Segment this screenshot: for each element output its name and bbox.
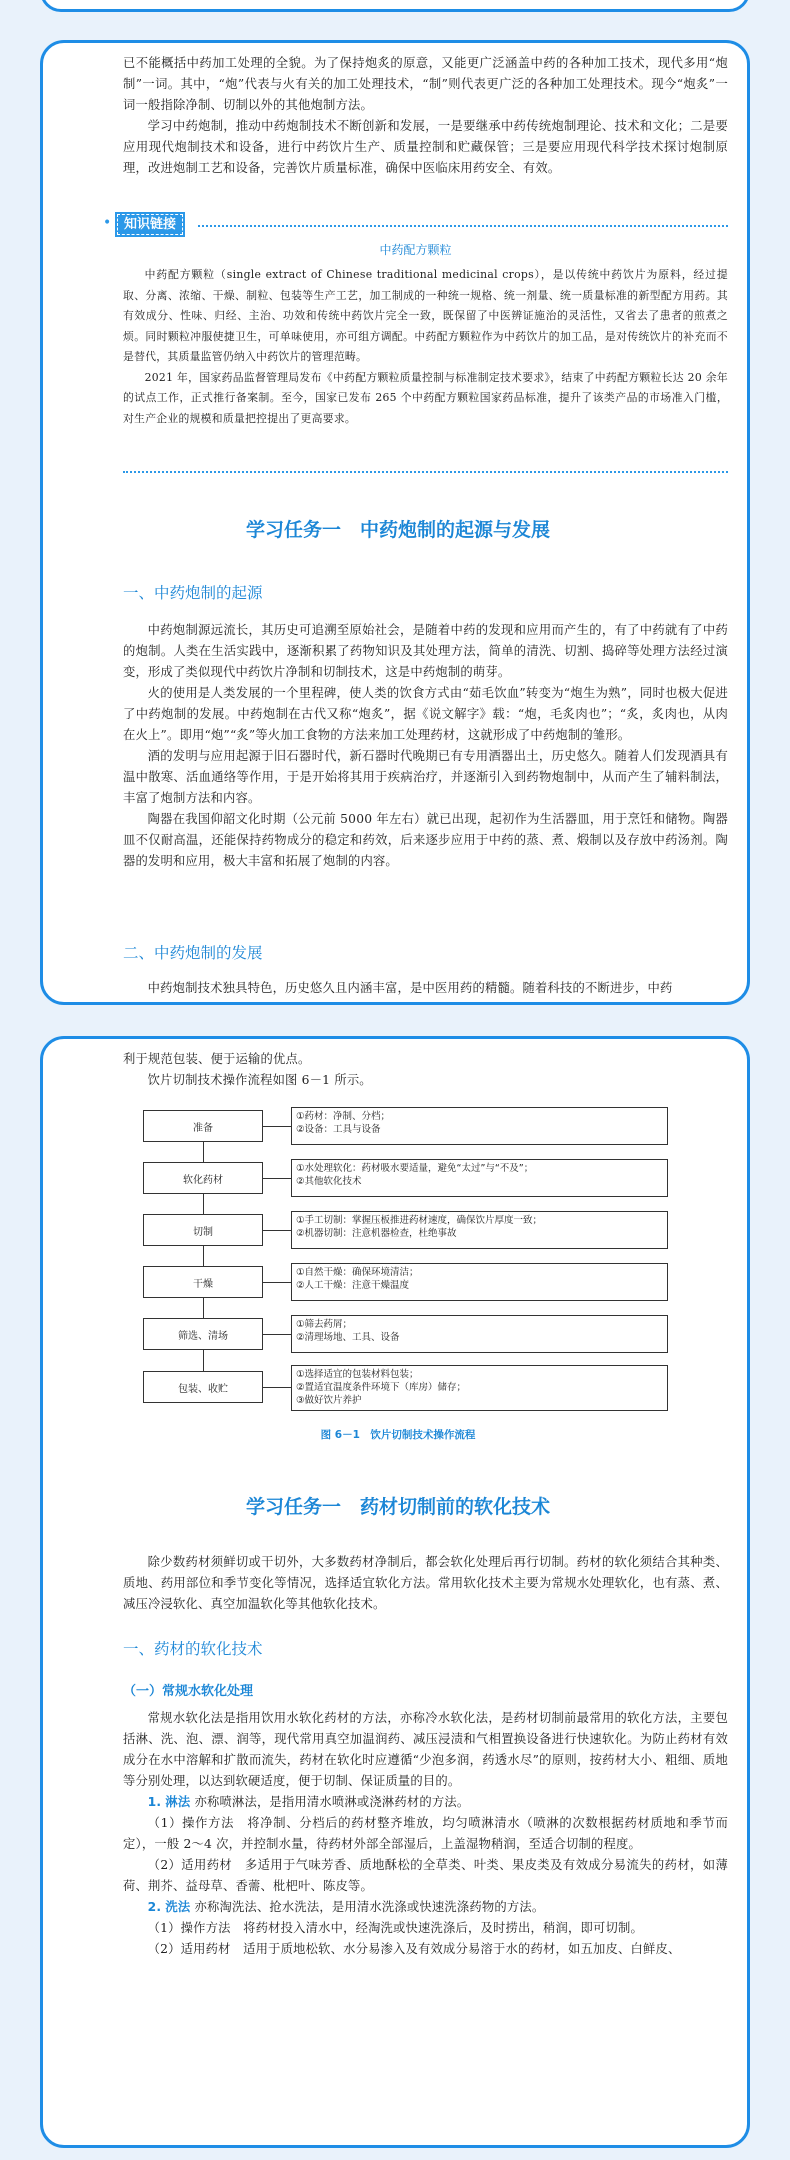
- intro-paragraph-1: 已不能概括中药加工处理的全貌。为了保持炮炙的原意，又能更广泛涵盖中药的各种加工技术，现代多用“炮制”一词。其中，“炮”代表与火有关的加工处理技术，“制”则代表更广泛的各种加工处理技术。现今“炮炙”一词一般指除净制、切制以外的其他炮制方法。: [123, 56, 728, 112]
- intro-block: [123, 53, 728, 179]
- paragraph: 酒的发明与应用起源于旧石器时代，新石器时代晚期已有专用酒器出土，历史悠久。随着人们发现酒具有温中散寒、活血通络等作用，于是开始将其用于疾病治疗，并逐渐引入到药物炮制中，从而产生了辅料制法，丰富了炮制方法和内容。: [123, 749, 728, 805]
- desc-line: ①自然干燥：确保环境清洁；: [296, 1267, 419, 1278]
- flow-step: 切制: [143, 1214, 263, 1246]
- figure-caption: 图 6－1 饮片切制技术操作流程: [320, 1429, 476, 1441]
- divider: [123, 471, 728, 473]
- desc-line: ②设备：工具与设备: [296, 1124, 381, 1135]
- paragraph: （1）操作方法 将药材投入清水中，经淘洗或快速洗涤后，及时捞出，稍润，即可切制。: [147, 1921, 643, 1935]
- paragraph: （2）适用药材 适用于质地松软、水分易渗入及有效成分易溶于水的药材，如五加皮、白鲜皮、: [147, 1942, 681, 1956]
- paragraph: （2）适用药材 多适用于气味芳香、质地酥松的全草类、叶类、果皮类及有效成分易流失的药材，如薄荷、荆芥、益母草、香薷、枇杷叶、陈皮等。: [123, 1858, 728, 1893]
- flow-connector: [263, 1230, 291, 1231]
- flow-connector: [263, 1126, 291, 1127]
- flow-step-desc: [291, 1211, 668, 1249]
- desc-line: ①药材：净制、分档；: [296, 1111, 391, 1122]
- method-number: 2.: [147, 1900, 162, 1914]
- method-name: 淋法: [165, 1795, 191, 1809]
- page-card-2: [40, 1036, 750, 2148]
- flowchart: [143, 1107, 668, 1417]
- flow-step-desc: [291, 1315, 668, 1353]
- flow-step-desc: [291, 1159, 668, 1197]
- section-title: 一、药材的软化技术: [123, 1640, 263, 1658]
- desc-line: ②清理场地、工具、设备: [296, 1332, 400, 1343]
- flow-step: 包装、收贮: [143, 1371, 263, 1403]
- knowledge-link-body: [123, 265, 728, 429]
- flow-step-desc: [291, 1107, 668, 1145]
- flow-step-desc: [291, 1365, 668, 1411]
- section2-body: [123, 978, 728, 999]
- bullet-icon: •: [103, 215, 112, 231]
- flow-connector: [263, 1334, 291, 1335]
- flow-step: 筛选、清场: [143, 1318, 263, 1350]
- flow-step-desc: [291, 1263, 668, 1301]
- desc-line: ②人工干燥：注意干燥温度: [296, 1280, 410, 1291]
- desc-line: ②其他软化技术: [296, 1176, 362, 1187]
- desc-line: ①手工切制：掌握压板推进药材速度，确保饮片厚度一致；: [296, 1215, 543, 1226]
- task-title: 学习任务一 中药炮制的起源与发展: [245, 519, 550, 541]
- desc-line: ①水处理软化：药材吸水要适量，避免“太过”与“不及”；: [296, 1163, 534, 1174]
- desc-line: ③做好饮片养护: [296, 1395, 362, 1406]
- paragraph: （1）操作方法 将净制、分档后的药材整齐堆放，均匀喷淋清水（喷淋的次数根据药材质地和季节而定），一般 2～4 次，并控制水量，待药材外部全部湿后，上盖湿物稍润，至适合切制的程度。: [123, 1816, 728, 1851]
- method-body: [123, 1708, 728, 1960]
- method-number: 1.: [147, 1795, 162, 1809]
- desc-line: ①筛去药屑；: [296, 1319, 353, 1330]
- section-title: 一、中药炮制的起源: [123, 584, 263, 602]
- flow-connector: [263, 1282, 291, 1283]
- knowledge-link-header: [103, 213, 728, 232]
- knowledge-link-badge: [117, 213, 183, 232]
- flow-step: 干燥: [143, 1266, 263, 1298]
- flow-connector: [263, 1387, 291, 1388]
- paragraph: 常规水软化法是指用饮用水软化药材的方法，亦称冷水软化法，是药材切制前最常用的软化方法，主要包括淋、洗、泡、漂、润等，现代常用真空加温润药、减压浸渍和气相置换设备进行快速软化。为防止药材有效成分在水中溶解和扩散而流失，药材在软化时应遵循“少泡多润，药透水尽”的原则，按药材大小、粗细、质地等分别处理，以达到软硬适度，便于切制、保证质量的目的。: [123, 1711, 728, 1788]
- paragraph: 陶器在我国仰韶文化时期（公元前 5000 年左右）就已出现，起初作为生活器皿，用于烹饪和储物。陶器皿不仅耐高温，还能保持药物成分的稳定和药效，后来逐步应用于中药的蒸、煮、煅制以及存放中药汤剂。陶器的发明和应用，极大丰富和拓展了炮制的内容。: [123, 812, 728, 868]
- desc-line: ②置适宜温度条件环境下（库房）储存；: [296, 1382, 467, 1393]
- method-洗法: [123, 1897, 728, 1918]
- subsection-title: （一）常规水软化处理: [123, 1684, 254, 1699]
- desc-line: ①选择适宜的包装材料包装；: [296, 1369, 419, 1380]
- knowledge-paragraph-1: 中药配方颗粒（single extract of Chinese traditional medicinal crops），是以传统中药饮片为原料，经过提取、分离、浓缩、干燥、制粒、包装等生产工艺，加工制成的一种统一规格、统一剂量、统一质量标准的新型配方用药。其有效成分、性味、归经、主治、功效和传统中药饮片完全一致，既保留了中医辨证施治的灵活性，又省去了患者的煎煮之烦。同时颗粒冲服使捷卫生，可单味使用，亦可组方调配。中药配方颗粒作为中药饮片的加工品，是对传统饮片的补充而不是替代，其质量监管仍纳入中药饮片的管理范畴。: [123, 268, 728, 363]
- desc-line: ②机器切制：注意机器检查，杜绝事故: [296, 1228, 457, 1239]
- previous-page-card: [40, 0, 750, 12]
- knowledge-paragraph-2: 2021 年，国家药品监督管理局发布《中药配方颗粒质量控制与标准制定技术要求》，结束了中药配方颗粒长达 20 余年的试点工作，正式推行备案制。至今，国家已发布 265 个中药配方颗粒国家药品标准，提升了该类产品的市场准入门槛，对生产企业的规模和质量把控提出了更高要求。: [123, 370, 728, 425]
- method-name: 洗法: [165, 1900, 191, 1914]
- method-text: 亦称喷淋法，是指用清水喷淋或浇淋药材的方法。: [194, 1795, 470, 1809]
- intro-paragraph-2: 学习中药炮制，推动中药炮制技术不断创新和发展，一是要继承中药传统炮制理论、技术和文化；二是要应用现代炮制技术和设备，进行中药饮片生产、质量控制和贮藏保管；三是要应用现代科学技术探讨炮制原理，改进炮制工艺和设备，完善饮片质量标准，确保中医临床用药安全、有效。: [123, 119, 728, 175]
- divider: [198, 225, 728, 227]
- task-title: 学习任务一 药材切制前的软化技术: [245, 1496, 550, 1518]
- figure-reference: 饮片切制技术操作流程如图 6－1 所示。: [147, 1073, 372, 1087]
- lead-block: [123, 1049, 728, 1091]
- flow-step: 软化药材: [143, 1162, 263, 1194]
- paragraph: 中药炮制源远流长，其历史可追溯至原始社会，是随着中药的发现和应用而产生的，有了中药就有了中药的炮制。人类在生活实践中，逐渐积累了药物知识及其处理方法，简单的清洗、切割、捣碎等处理方法经过演变，形成了类似现代中药饮片净制和切制技术，这是中药炮制的萌芽。: [123, 623, 728, 679]
- method-text: 亦称淘洗法、抢水洗法，是用清水洗涤或快速洗涤药物的方法。: [194, 1900, 545, 1914]
- paragraph: 中药炮制技术独具特色，历史悠久且内涵丰富，是中医用药的精髓。随着科技的不断进步，中药: [147, 981, 673, 995]
- paragraph: 除少数药材须鲜切或干切外，大多数药材净制后，都会软化处理后再行切制。药材的软化须结合其种类、质地、药用部位和季节变化等情况，选择适宜软化方法。常用软化技术主要为常规水处理软化，也有蒸、煮、减压冷浸软化、真空加温软化等其他软化技术。: [123, 1555, 728, 1611]
- intro-body: [123, 1552, 728, 1615]
- flow-connector: [263, 1178, 291, 1179]
- flow-step: 准备: [143, 1110, 263, 1142]
- page-card-1: [40, 40, 750, 1005]
- paragraph: 火的使用是人类发展的一个里程碑，使人类的饮食方式由“茹毛饮血”转变为“炮生为熟”，同时也极大促进了中药炮制的发展。中药炮制在古代又称“炮炙”，据《说文解字》载：“炮，毛炙肉也”；“炙，炙肉也，从肉在火上”。即用“炮”“炙”等火加工食物的方法来加工处理药材，这就形成了中药炮制的雏形。: [123, 686, 728, 742]
- section-title: 二、中药炮制的发展: [123, 944, 263, 962]
- knowledge-link-label: 知识链接: [117, 214, 183, 235]
- section1-body: [123, 620, 728, 872]
- method-淋法: [123, 1792, 728, 1813]
- lead-text: 利于规范包装、便于运输的优点。: [123, 1052, 311, 1066]
- knowledge-link-title: 中药配方颗粒: [379, 243, 452, 257]
